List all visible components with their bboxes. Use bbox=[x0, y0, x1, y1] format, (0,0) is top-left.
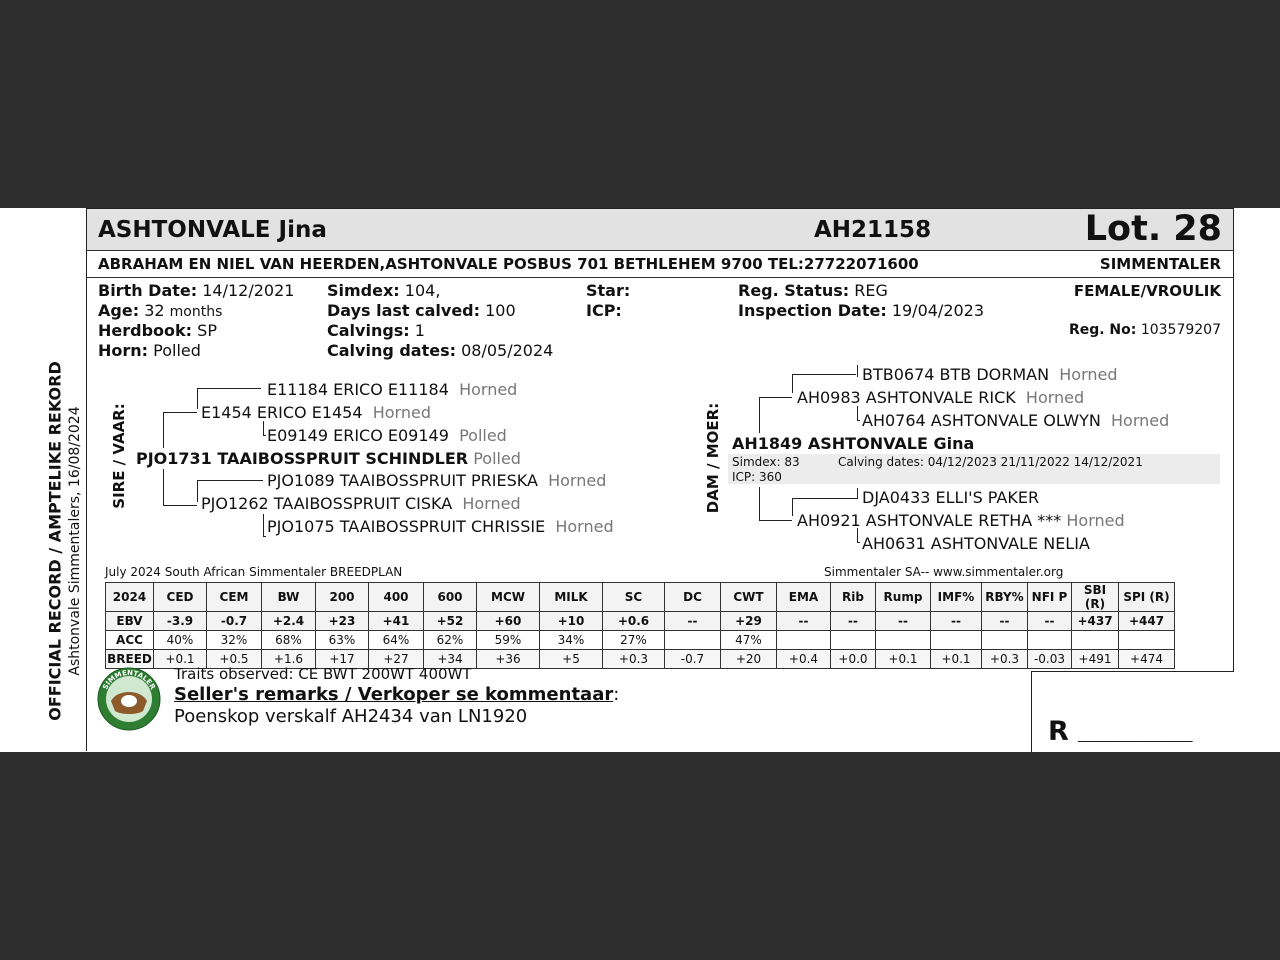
table-cell: 59% bbox=[477, 631, 540, 650]
table-cell: CED bbox=[154, 583, 207, 612]
table-cell: +2.4 bbox=[262, 612, 316, 631]
simdex: Simdex: 104, bbox=[327, 281, 441, 300]
table-cell: +0.1 bbox=[876, 650, 931, 669]
table-cell: +491 bbox=[1072, 650, 1119, 669]
owner-bar bbox=[87, 251, 1233, 278]
price-blank[interactable]: ___________________ bbox=[1078, 728, 1192, 743]
table-cell: -- bbox=[831, 612, 876, 631]
dam-dam-sire: DJA0433 ELLI'S PAKER bbox=[862, 488, 1040, 507]
sire-dam-dam: PJO1075 TAAIBOSSPRUIT CHRISSIE Horned bbox=[267, 517, 614, 536]
table-cell: RBY% bbox=[982, 583, 1028, 612]
ebv-row bbox=[106, 612, 1175, 631]
row-label: BREED bbox=[106, 650, 154, 669]
horn: Horn: Polled bbox=[98, 341, 201, 360]
dam-dam: AH0921 ASHTONVALE RETHA *** Horned bbox=[797, 511, 1125, 530]
table-cell: +0.6 bbox=[603, 612, 665, 631]
table-cell: +52 bbox=[424, 612, 477, 631]
table-cell: -0.03 bbox=[1028, 650, 1072, 669]
table-cell: MILK bbox=[540, 583, 603, 612]
table-cell: 32% bbox=[207, 631, 262, 650]
dam-calving-dates: Calving dates: 04/12/2023 21/11/2022 14/12/2021 bbox=[838, 455, 1143, 469]
table-cell: +27 bbox=[369, 650, 424, 669]
table-cell: -3.9 bbox=[154, 612, 207, 631]
table-cell: -- bbox=[931, 612, 982, 631]
sex: FEMALE/VROULIK bbox=[1073, 282, 1221, 300]
price-box[interactable] bbox=[1031, 671, 1234, 752]
table-cell bbox=[1119, 631, 1175, 650]
table-cell: -- bbox=[1028, 612, 1072, 631]
table-cell: +41 bbox=[369, 612, 424, 631]
table-cell: +10 bbox=[540, 612, 603, 631]
reg-no: Reg. No: 103579207 bbox=[1068, 322, 1221, 338]
svg-text:SIMMENTALER: SIMMENTALER bbox=[101, 668, 157, 691]
table-cell: -- bbox=[982, 612, 1028, 631]
table-cell: +0.3 bbox=[603, 650, 665, 669]
dam-label: DAM / MOER: bbox=[704, 402, 722, 514]
table-cell: CEM bbox=[207, 583, 262, 612]
ebv-header-row bbox=[106, 583, 1175, 612]
acc-row bbox=[106, 631, 1175, 650]
sire-sire-dam: E09149 ERICO E09149 Polled bbox=[267, 426, 507, 445]
animal-name: ASHTONVALE Jina bbox=[98, 217, 327, 243]
seller-remarks-text: Poenskop verskalf AH2434 van LN1920 bbox=[174, 706, 528, 727]
breed-name: SIMMENTALER bbox=[1099, 255, 1221, 273]
table-cell: -- bbox=[777, 612, 831, 631]
table-cell: EMA bbox=[777, 583, 831, 612]
table-cell: +5 bbox=[540, 650, 603, 669]
ebv-table bbox=[105, 582, 1175, 669]
table-cell: MCW bbox=[477, 583, 540, 612]
table-cell: +60 bbox=[477, 612, 540, 631]
sire-label: SIRE / VAAR: bbox=[110, 403, 128, 509]
inspection-date: Inspection Date: 19/04/2023 bbox=[738, 301, 985, 320]
table-cell bbox=[1028, 631, 1072, 650]
birth-date: Birth Date: 14/12/2021 bbox=[98, 281, 295, 300]
row-label: 2024 bbox=[106, 583, 154, 612]
table-cell: IMF% bbox=[931, 583, 982, 612]
table-cell: NFI P bbox=[1028, 583, 1072, 612]
table-cell: +0.0 bbox=[831, 650, 876, 669]
age: Age: 32 months bbox=[98, 301, 223, 320]
calvings: Calvings: 1 bbox=[327, 321, 425, 340]
table-cell: 40% bbox=[154, 631, 207, 650]
title-bar bbox=[87, 209, 1233, 251]
sire-dam: PJO1262 TAAIBOSSPRUIT CISKA Horned bbox=[201, 494, 521, 513]
owner-address: ABRAHAM EN NIEL VAN HEERDEN,ASHTONVALE POSBUS 701 BETHLEHEM 9700 TEL:27722071600 bbox=[98, 255, 919, 273]
table-cell: +36 bbox=[477, 650, 540, 669]
table-cell: 64% bbox=[369, 631, 424, 650]
animal-id: AH21158 bbox=[814, 217, 932, 243]
breedplan-title: July 2024 South African Simmentaler BREEDPLAN bbox=[105, 565, 403, 579]
table-cell: CWT bbox=[721, 583, 777, 612]
table-cell: -- bbox=[665, 612, 721, 631]
table-cell: +1.6 bbox=[262, 650, 316, 669]
table-cell bbox=[831, 631, 876, 650]
table-cell: 62% bbox=[424, 631, 477, 650]
table-cell bbox=[777, 631, 831, 650]
table-cell: +474 bbox=[1119, 650, 1175, 669]
table-cell: +0.1 bbox=[931, 650, 982, 669]
table-cell: +0.1 bbox=[154, 650, 207, 669]
table-cell: 68% bbox=[262, 631, 316, 650]
calving-dates: Calving dates: 08/05/2024 bbox=[327, 341, 554, 360]
table-cell: 600 bbox=[424, 583, 477, 612]
days-last-calved: Days last calved: 100 bbox=[327, 301, 516, 320]
row-label: EBV bbox=[106, 612, 154, 631]
traits-observed: Traits observed: CE BWT 200WT 400WT bbox=[174, 665, 472, 683]
table-cell: +34 bbox=[424, 650, 477, 669]
dam-sire: AH0983 ASHTONVALE RICK Horned bbox=[797, 388, 1085, 407]
table-cell: +0.4 bbox=[777, 650, 831, 669]
table-cell: DC bbox=[665, 583, 721, 612]
simmentaler-logo-icon bbox=[97, 667, 161, 731]
table-cell: -0.7 bbox=[665, 650, 721, 669]
table-cell: BW bbox=[262, 583, 316, 612]
currency-symbol: R bbox=[1048, 716, 1069, 747]
table-cell: SBI (R) bbox=[1072, 583, 1119, 612]
table-cell: 200 bbox=[316, 583, 369, 612]
table-cell: +437 bbox=[1072, 612, 1119, 631]
table-cell: 47% bbox=[721, 631, 777, 650]
table-cell: +0.3 bbox=[982, 650, 1028, 669]
table-cell: 27% bbox=[603, 631, 665, 650]
breedplan-website: Simmentaler SA-- www.simmentaler.org bbox=[824, 565, 1064, 579]
row-label: ACC bbox=[106, 631, 154, 650]
record-source: Ashtonvale Simmentalers, 16/08/2024 bbox=[67, 406, 83, 676]
dam-sire-sire: BTB0674 BTB DORMAN Horned bbox=[862, 365, 1118, 384]
table-cell: SC bbox=[603, 583, 665, 612]
table-cell bbox=[931, 631, 982, 650]
dam-simdex: Simdex: 83 bbox=[732, 455, 800, 469]
lot-sheet bbox=[0, 208, 1280, 752]
herdbook: Herdbook: SP bbox=[98, 321, 217, 340]
table-cell: +447 bbox=[1119, 612, 1175, 631]
reg-status: Reg. Status: REG bbox=[738, 281, 888, 300]
table-cell bbox=[982, 631, 1028, 650]
sire-dam-sire: PJO1089 TAAIBOSSPRUIT PRIESKA Horned bbox=[267, 471, 607, 490]
table-cell: +23 bbox=[316, 612, 369, 631]
table-cell: +0.5 bbox=[207, 650, 262, 669]
table-cell: 63% bbox=[316, 631, 369, 650]
table-cell: Rump bbox=[876, 583, 931, 612]
table-cell: Rib bbox=[831, 583, 876, 612]
lot-number: Lot. 28 bbox=[1084, 209, 1222, 249]
table-cell: -- bbox=[876, 612, 931, 631]
star-label: Star: bbox=[586, 281, 631, 300]
table-cell bbox=[665, 631, 721, 650]
icp-label: ICP: bbox=[586, 301, 622, 320]
sire-sire: E1454 ERICO E1454 Horned bbox=[201, 403, 431, 422]
dam-dam-dam: AH0631 ASHTONVALE NELIA bbox=[862, 534, 1090, 553]
table-cell: +29 bbox=[721, 612, 777, 631]
sire-name: PJO1731 TAAIBOSSPRUIT SCHINDLER Polled bbox=[136, 449, 521, 468]
table-cell: 34% bbox=[540, 631, 603, 650]
table-cell: -0.7 bbox=[207, 612, 262, 631]
official-record-label: OFFICIAL RECORD / AMPTELIKE REKORD bbox=[45, 361, 65, 721]
dam-sire-dam: AH0764 ASHTONVALE OLWYN Horned bbox=[862, 411, 1170, 430]
table-cell: 400 bbox=[369, 583, 424, 612]
table-cell: +17 bbox=[316, 650, 369, 669]
dam-name: AH1849 ASHTONVALE Gina bbox=[732, 434, 975, 453]
table-cell bbox=[1072, 631, 1119, 650]
table-cell: SPI (R) bbox=[1119, 583, 1175, 612]
table-cell: +20 bbox=[721, 650, 777, 669]
sire-sire-sire: E11184 ERICO E11184 Horned bbox=[267, 380, 518, 399]
table-cell bbox=[876, 631, 931, 650]
seller-remarks-heading: Seller's remarks / Verkoper se kommentaar: bbox=[174, 684, 620, 705]
dam-icp: ICP: 360 bbox=[732, 470, 782, 484]
